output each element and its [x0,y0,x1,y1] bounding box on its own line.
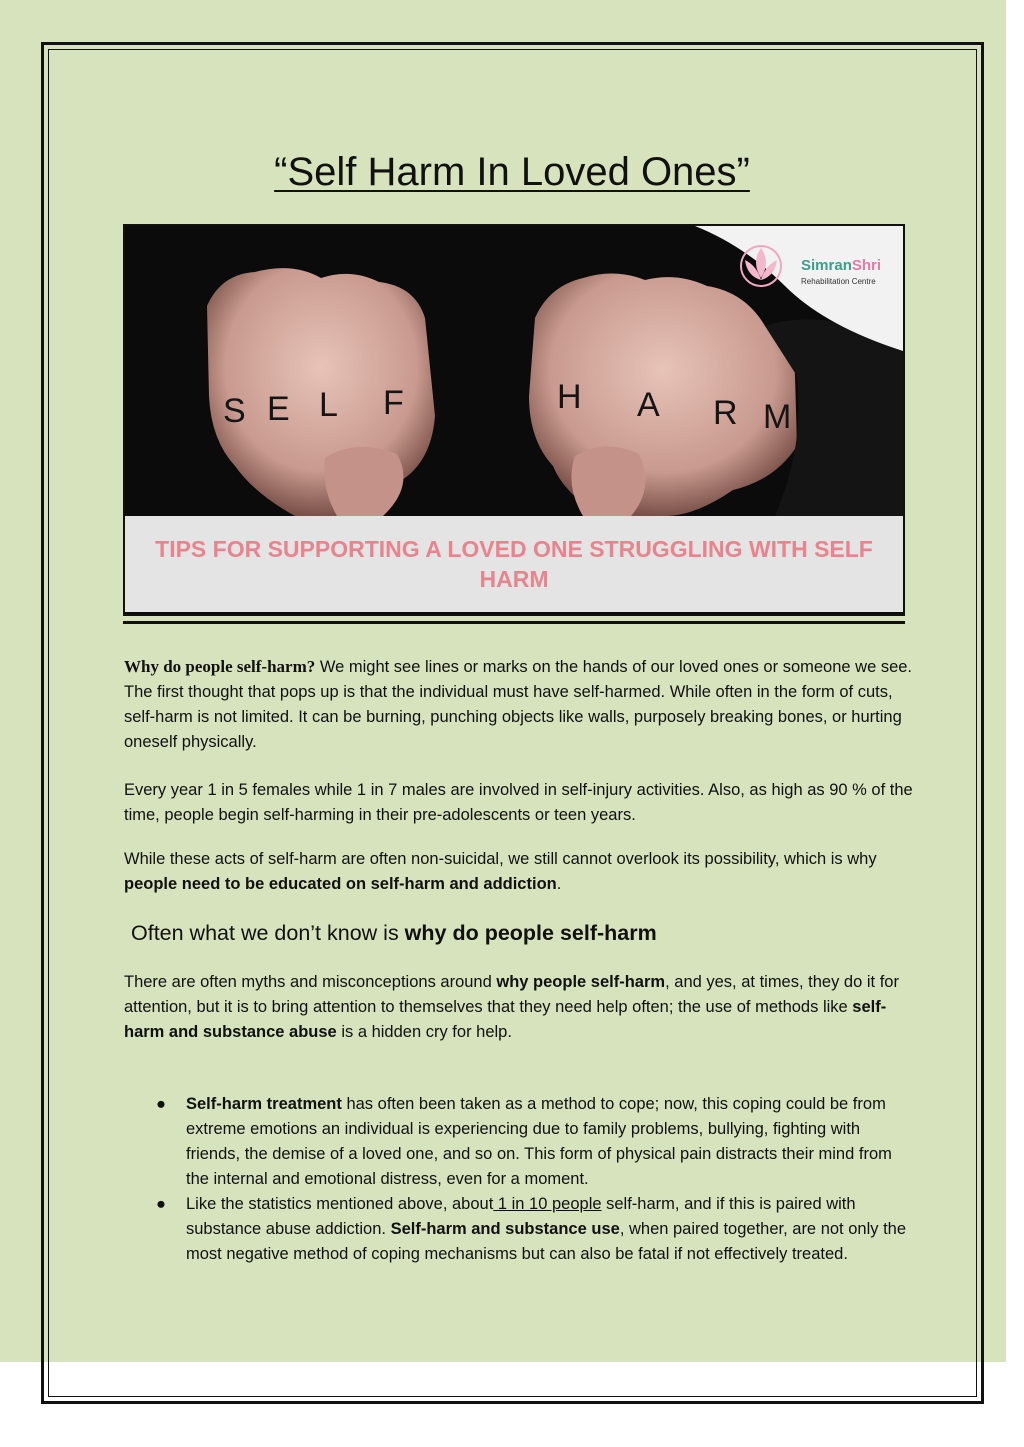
knuckle-letter-r: R [713,394,738,432]
fists-photo [125,226,903,516]
bullet-list [124,1092,914,1267]
knuckle-letter-s: S [223,392,246,430]
page-bottom-strip [50,1362,975,1395]
list-item: ● Like the statistics mentioned above, about 1 in 10 people self-harm, and if this is paired with substance abuse addiction. Self-harm and substance use, when paired together, are not only the most negative method of coping mechanisms but can also be fatal if not effectively treated. [156,1195,907,1263]
logo-subtitle: Rehabilitation Centre [801,277,876,286]
paragraph-statistics: Every year 1 in 5 females while 1 in 7 males are involved in self-injury activities. Also, as high as 90 % of the time, people begin self-harming in their pre-adolescents or teen years. [124,781,913,824]
logo-name: SimranShri [801,257,882,274]
section-heading: Often what we don’t know is why do people self-harm [131,921,657,945]
lotus-logo-icon [741,246,781,286]
paragraph-myths: There are often myths and misconceptions around why people self-harm, and yes, at times, they do it for attention, but it is to bring attention to themselves that they need help often; the use of methods like self-harm and substance abuse is a hidden cry for help. [124,973,899,1041]
knuckle-letter-a: A [637,386,660,424]
banner-caption: TIPS FOR SUPPORTING A LOVED ONE STRUGGLING WITH SELF HARM [125,516,903,612]
paragraph-education: While these acts of self-harm are often non-suicidal, we still cannot overlook its possibility, which is why people need to be educated on self-harm and addiction. [124,850,877,893]
knuckle-letter-l: L [319,386,338,424]
paragraph-intro: Why do people self-harm? We might see lines or marks on the hands of our loved ones or someone we see. The first thought that pops up is that the individual must have self-harmed. While often in the form of cuts, self-harm is not limited. It can be burning, punching objects like walls, purposely breaking bones, or hurting oneself physically. [124,657,913,751]
list-item: ● Self-harm treatment has often been taken as a method to cope; now, this coping could be from extreme emotions an individual is experiencing due to family problems, bullying, fighting with friends, the demise of a loved one, and so on. This form of physical pain distracts their mind from the internal and emotional distress, even for a moment. [156,1095,892,1188]
knuckle-letter-m: M [763,398,792,436]
banner-underline-rule [123,621,905,624]
knuckle-letter-e: E [267,390,290,428]
knuckle-letter-h: H [557,378,582,416]
knuckle-letter-f: F [383,384,404,422]
statistics-link[interactable]: 1 in 10 people [493,1195,602,1213]
page-title: “Self Harm In Loved Ones” [274,150,750,194]
banner-image [123,224,905,616]
